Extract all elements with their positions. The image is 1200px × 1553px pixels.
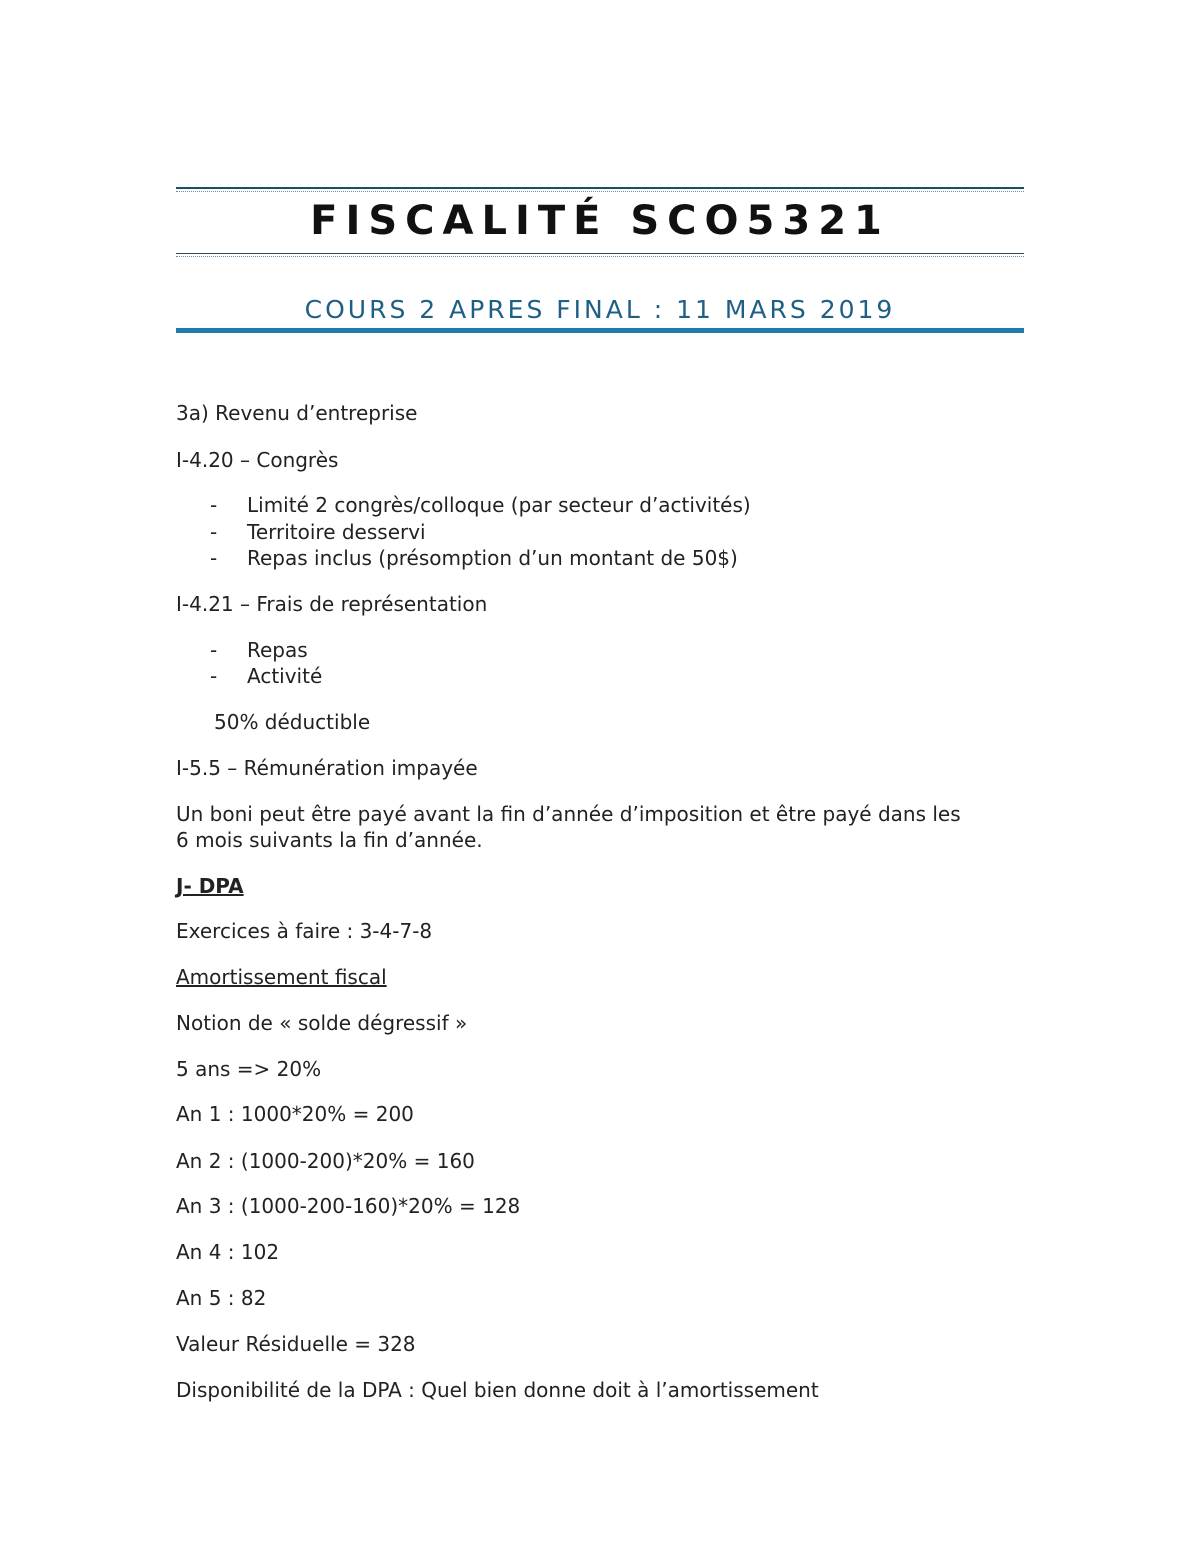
- representation-item: Repas: [247, 638, 308, 662]
- section-heading-3a: 3a) Revenu d’entreprise: [176, 401, 418, 425]
- document-title: FISCALITÉ SCO5321: [310, 198, 890, 244]
- congres-heading: I-4.20 – Congrès: [176, 448, 339, 472]
- title-top-rule: [176, 187, 1024, 189]
- notion-line: Notion de « solde dégressif »: [176, 1011, 468, 1035]
- year-line: An 5 : 82: [176, 1286, 267, 1310]
- bullet-dash: -: [210, 546, 218, 570]
- boni-paragraph-line-2: 6 mois suivants la fin d’année.: [176, 828, 483, 852]
- deductible-note: 50% déductible: [214, 710, 371, 734]
- title-top-dotted-rule: [176, 191, 1024, 192]
- residual-value-line: Valeur Résiduelle = 328: [176, 1332, 416, 1356]
- bullet-dash: -: [210, 664, 218, 688]
- year-line: An 1 : 1000*20% = 200: [176, 1102, 414, 1126]
- amortissement-subheading: Amortissement fiscal: [176, 965, 387, 989]
- title-block: [176, 186, 1024, 258]
- title-bottom-rule: [176, 253, 1024, 254]
- year-line: An 3 : (1000-200-160)*20% = 128: [176, 1194, 521, 1218]
- congres-item: Repas inclus (présomption d’un montant de 50$): [247, 546, 738, 570]
- year-line: An 2 : (1000-200)*20% = 160: [176, 1149, 475, 1173]
- subtitle-underline-bar: [176, 328, 1024, 333]
- title-bottom-dotted-rule: [176, 256, 1024, 257]
- remuneration-heading: I-5.5 – Rémunération impayée: [176, 756, 478, 780]
- availability-line: Disponibilité de la DPA : Quel bien donne doit à l’amortissement: [176, 1378, 819, 1402]
- representation-heading: I-4.21 – Frais de représentation: [176, 592, 488, 616]
- bullet-dash: -: [210, 520, 218, 544]
- congres-item: Limité 2 congrès/colloque (par secteur d’activités): [247, 493, 751, 517]
- boni-paragraph-line-1: Un boni peut être payé avant la fin d’année d’imposition et être payé dans les: [176, 802, 961, 826]
- congres-item: Territoire desservi: [247, 520, 426, 544]
- year-line: An 4 : 102: [176, 1240, 280, 1264]
- representation-item: Activité: [247, 664, 323, 688]
- document-subtitle: COURS 2 APRES FINAL : 11 MARS 2019: [304, 295, 896, 324]
- dpa-heading: J- DPA: [176, 874, 244, 898]
- bullet-dash: -: [210, 638, 218, 662]
- exercices-line: Exercices à faire : 3-4-7-8: [176, 919, 433, 943]
- rate-line: 5 ans => 20%: [176, 1057, 322, 1081]
- bullet-dash: -: [210, 493, 218, 517]
